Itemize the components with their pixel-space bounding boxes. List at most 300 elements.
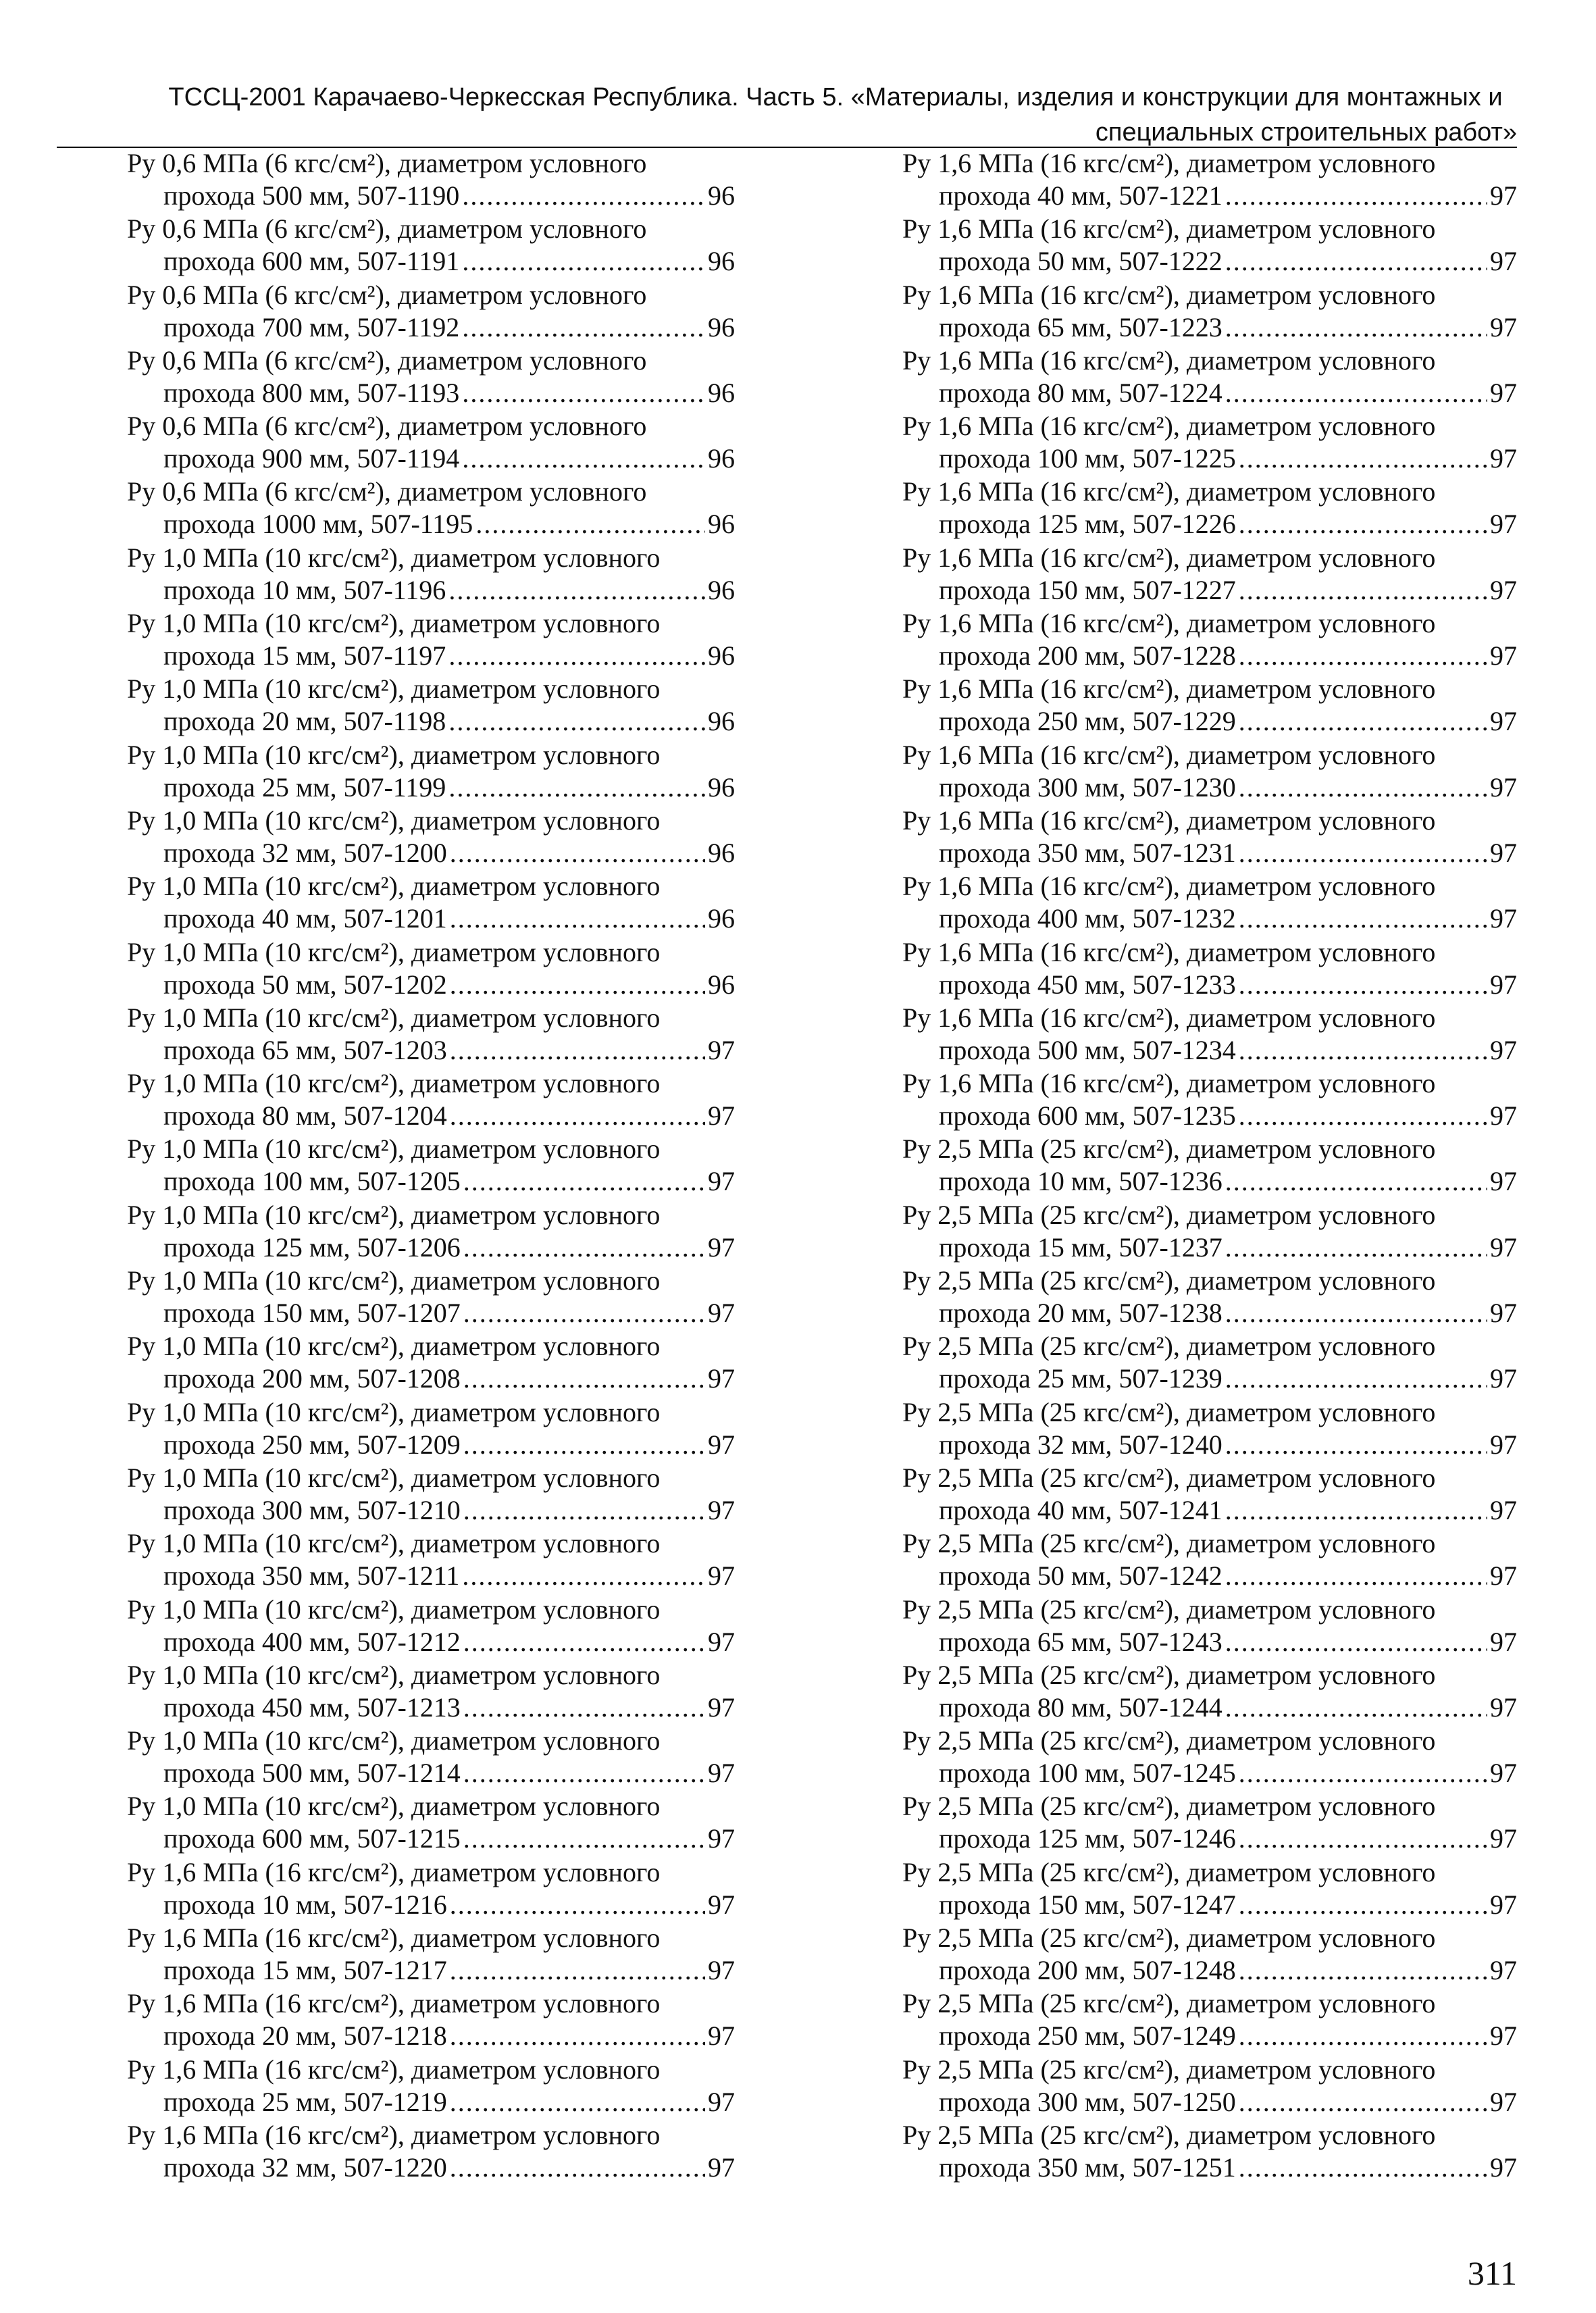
index-entry [127,1922,735,1987]
entry-title: Ру 1,0 МПа (10 кгс/см²), диаметром условного [127,608,661,639]
entry-title: Ру 1,6 МПа (16 кгс/см²), диаметром условного [127,1856,661,1887]
entry-code: прохода 32 мм, 507-1200 [163,837,447,868]
entry-detail-line [902,1494,1517,1527]
index-entry [127,1725,735,1790]
entry-detail-line [902,1626,1517,1658]
entry-title: Ру 1,0 МПа (10 кгс/см²), диаметром условного [127,1002,661,1033]
index-entry [902,410,1517,476]
entry-code: прохода 65 мм, 507-1223 [939,311,1222,342]
entry-title: Ру 1,6 МПа (16 кгс/см²), диаметром условного [127,2119,661,2150]
entry-page-number: 97 [708,1034,735,1065]
dot-leader [463,1626,705,1658]
entry-title: Ру 1,0 МПа (10 кгс/см²), диаметром условного [127,1199,661,1230]
entry-page-number: 97 [708,1889,735,1920]
entry-code: прохода 400 мм, 507-1232 [939,903,1236,934]
index-entry [902,1396,1517,1462]
entry-title: Ру 1,0 МПа (10 кгс/см²), диаметром условного [127,1791,661,1822]
entry-page-number: 97 [708,1429,735,1460]
entry-code: прохода 32 мм, 507-1220 [163,2152,447,2183]
entry-detail-line [902,837,1517,869]
entry-detail-line [127,1692,735,1724]
entry-detail-line [127,1757,735,1789]
dot-leader [450,903,705,935]
index-entry [127,1856,735,1922]
index-entry [127,1133,735,1198]
entry-title: Ру 1,0 МПа (10 кгс/см²), диаметром условного [127,1462,661,1493]
entry-page-number: 97 [1490,1823,1517,1854]
entry-title: Ру 2,5 МПа (25 кгс/см²), диаметром условного [902,1462,1436,1493]
entry-detail-line [902,508,1517,540]
index-entry [902,1594,1517,1659]
index-entry [902,1067,1517,1133]
entry-code: прохода 1000 мм, 507-1195 [163,509,473,540]
entry-code: прохода 600 мм, 507-1235 [939,1100,1236,1132]
entry-detail-line [127,508,735,540]
dot-leader [450,2020,705,2052]
index-entry [902,147,1517,213]
dot-leader [450,2086,705,2118]
index-entry [127,1265,735,1330]
entry-page-number: 96 [708,640,735,671]
entry-page-number: 97 [1490,771,1517,803]
entry-code: прохода 200 мм, 507-1248 [939,1955,1236,1986]
index-entry [127,1790,735,1856]
entry-page-number: 97 [1490,1100,1517,1132]
entry-code: прохода 80 мм, 507-1204 [163,1100,447,1132]
entry-code: прохода 20 мм, 507-1238 [939,1298,1222,1329]
entry-code: прохода 15 мм, 507-1237 [939,1231,1222,1263]
dot-leader [1239,1954,1487,1987]
entry-title: Ру 2,5 МПа (25 кгс/см²), диаметром условного [902,1923,1436,1954]
index-entry [902,1265,1517,1330]
entry-page-number: 96 [708,574,735,605]
entry-title: Ру 2,5 МПа (25 кгс/см²), диаметром условного [902,1134,1436,1165]
entry-page-number: 97 [1490,640,1517,671]
index-entry [127,345,735,410]
index-entry [127,2119,735,2185]
entry-page-number: 97 [1490,1034,1517,1065]
entry-page-number: 97 [708,1231,735,1263]
dot-leader [1239,442,1487,475]
index-entry [902,1330,1517,1396]
entry-detail-line [902,1757,1517,1789]
entry-page-number: 97 [1490,1231,1517,1263]
index-entry [902,476,1517,541]
index-entry [902,213,1517,278]
entry-code: прохода 900 мм, 507-1194 [163,443,460,474]
dot-leader [448,640,705,672]
entry-code: прохода 800 мм, 507-1193 [163,377,460,408]
entry-title: Ру 0,6 МПа (6 кгс/см²), диаметром условного [127,148,647,178]
entry-code: прохода 300 мм, 507-1230 [939,771,1236,803]
entry-title: Ру 1,6 МПа (16 кгс/см²), диаметром условного [902,805,1436,836]
entry-detail-line [127,705,735,738]
entry-page-number: 97 [708,1363,735,1394]
index-entry [902,870,1517,936]
entry-page-number: 97 [1490,706,1517,737]
entry-title: Ру 2,5 МПа (25 кгс/см²), диаметром условного [902,1594,1436,1625]
dot-leader [1239,771,1487,804]
dot-leader [450,2152,705,2184]
index-entry [902,1199,1517,1265]
dot-leader [450,1954,705,1987]
entry-detail-line [902,574,1517,607]
entry-title: Ру 1,6 МПа (16 кгс/см²), диаметром условного [902,608,1436,639]
entry-title: Ру 1,0 МПа (10 кгс/см²), диаметром условного [127,871,661,902]
entry-detail-line [127,245,735,278]
entry-code: прохода 50 мм, 507-1222 [939,246,1222,277]
dot-leader [1239,1889,1487,1921]
entry-title: Ру 1,0 МПа (10 кгс/см²), диаметром условного [127,1528,661,1559]
entry-code: прохода 10 мм, 507-1216 [163,1889,447,1920]
dot-leader [448,705,705,738]
dot-leader [462,245,705,278]
entry-title: Ру 1,0 МПа (10 кгс/см²), диаметром условного [127,1594,661,1625]
entry-code: прохода 10 мм, 507-1196 [163,574,446,605]
index-entry [902,1462,1517,1527]
entry-page-number: 97 [708,1560,735,1592]
entry-detail-line [127,1100,735,1132]
dot-leader [463,1823,705,1855]
entry-page-number: 97 [708,1823,735,1854]
entry-code: прохода 700 мм, 507-1192 [163,311,460,342]
entry-page-number: 97 [1490,1889,1517,1920]
entry-code: прохода 200 мм, 507-1208 [163,1363,461,1394]
entry-detail-line [127,1889,735,1921]
dot-leader [1225,1626,1487,1658]
index-entry [902,1659,1517,1725]
entry-detail-line [902,1165,1517,1198]
entry-title: Ру 1,6 МПа (16 кгс/см²), диаметром условного [127,1923,661,1954]
entry-title: Ру 1,6 МПа (16 кгс/см²), диаметром условного [902,279,1436,310]
entry-code: прохода 65 мм, 507-1243 [939,1626,1222,1657]
entry-title: Ру 1,0 МПа (10 кгс/см²), диаметром условного [127,739,661,770]
entry-detail-line [127,1363,735,1395]
entry-title: Ру 1,6 МПа (16 кгс/см²), диаметром условного [902,148,1436,178]
entry-code: прохода 25 мм, 507-1239 [939,1363,1222,1394]
entry-code: прохода 350 мм, 507-1211 [163,1560,460,1592]
entry-code: прохода 500 мм, 507-1234 [939,1034,1236,1065]
dot-leader [463,1429,705,1461]
entry-code: прохода 250 мм, 507-1209 [163,1429,461,1460]
index-entry [902,805,1517,870]
entry-title: Ру 1,6 МПа (16 кгс/см²), диаметром условного [902,213,1436,245]
index-entry [902,2119,1517,2185]
index-entry [127,607,735,673]
index-entry [127,739,735,805]
entry-title: Ру 0,6 МПа (6 кгс/см²), диаметром условного [127,279,647,310]
index-entry [127,1462,735,1527]
entry-code: прохода 350 мм, 507-1251 [939,2152,1236,2183]
index-entry [127,147,735,213]
entry-page-number: 96 [708,706,735,737]
dot-leader [1225,1560,1487,1592]
entry-page-number: 97 [1490,1494,1517,1525]
entry-code: прохода 125 мм, 507-1226 [939,509,1236,540]
dot-leader [1225,245,1487,278]
dot-leader [450,1889,705,1921]
dot-leader [463,1231,705,1264]
entry-title: Ру 0,6 МПа (6 кгс/см²), диаметром условного [127,345,647,376]
entry-title: Ру 2,5 МПа (25 кгс/см²), диаметром условного [902,1856,1436,1887]
entry-title: Ру 1,6 МПа (16 кгс/см²), диаметром условного [902,673,1436,705]
entry-detail-line [902,771,1517,804]
entry-page-number: 97 [708,1298,735,1329]
entry-page-number: 96 [708,377,735,408]
dot-leader [462,442,705,475]
entry-title: Ру 1,0 МПа (10 кгс/см²), диаметром условного [127,805,661,836]
entry-detail-line [902,1297,1517,1329]
entry-code: прохода 25 мм, 507-1199 [163,771,446,803]
entry-page-number: 96 [708,771,735,803]
dot-leader [1239,1757,1487,1789]
entry-code: прохода 15 мм, 507-1217 [163,1955,447,1986]
entry-detail-line [127,180,735,212]
entry-page-number: 97 [1490,969,1517,1000]
entry-code: прохода 50 мм, 507-1202 [163,969,447,1000]
entry-code: прохода 40 мм, 507-1241 [939,1494,1222,1525]
entry-title: Ру 1,0 МПа (10 кгс/см²), диаметром условного [127,1265,661,1296]
entry-title: Ру 2,5 МПа (25 кгс/см²), диаметром условного [902,1791,1436,1822]
entry-title: Ру 2,5 МПа (25 кгс/см²), диаметром условного [902,1988,1436,2019]
entry-page-number: 96 [708,969,735,1000]
entry-title: Ру 1,0 МПа (10 кгс/см²), диаметром условного [127,1331,661,1362]
dot-leader [450,969,705,1001]
entry-title: Ру 2,5 МПа (25 кгс/см²), диаметром условного [902,2054,1436,2085]
entry-title: Ру 1,6 МПа (16 кгс/см²), диаметром условного [902,411,1436,442]
entry-detail-line [127,1034,735,1067]
dot-leader [1239,1100,1487,1132]
index-entry [127,936,735,1002]
dot-leader [462,1560,705,1592]
index-entry [127,1330,735,1396]
entry-page-number: 97 [1490,2152,1517,2183]
entry-page-number: 97 [708,2020,735,2052]
dot-leader [463,1297,705,1329]
entry-page-number: 97 [1490,2020,1517,2052]
dot-leader [1239,640,1487,672]
entry-detail-line [902,903,1517,935]
dot-leader [1239,969,1487,1001]
entry-detail-line [127,2020,735,2052]
entry-page-number: 97 [1490,443,1517,474]
index-entry [127,279,735,345]
entry-detail-line [127,1954,735,1987]
index-entry [902,936,1517,1002]
index-entry [127,1396,735,1462]
entry-title: Ру 1,0 МПа (10 кгс/см²), диаметром условного [127,542,661,573]
entry-page-number: 97 [1490,2086,1517,2117]
dot-leader [1225,1231,1487,1264]
dot-leader [450,1100,705,1132]
running-header-line-1: ТССЦ-2001 Карачаево-Черкесская Республика. Часть 5. «Материалы, изделия и конструкции для монтажных и [168,83,1503,111]
dot-leader [1239,508,1487,540]
entry-detail-line [902,1823,1517,1855]
entry-page-number: 97 [708,1494,735,1525]
entry-title: Ру 2,5 МПа (25 кгс/см²), диаметром условного [902,2119,1436,2150]
index-entry [127,805,735,870]
entry-detail-line [127,311,735,344]
entry-detail-line [902,311,1517,344]
entry-code: прохода 65 мм, 507-1203 [163,1034,447,1065]
entry-title: Ру 1,6 МПа (16 кгс/см²), диаметром условного [902,1068,1436,1099]
index-entry [127,870,735,936]
entry-code: прохода 150 мм, 507-1247 [939,1889,1236,1920]
entry-code: прохода 100 мм, 507-1205 [163,1166,461,1197]
dot-leader [450,837,705,869]
index-entry [902,1002,1517,1067]
entry-detail-line [127,2086,735,2118]
entry-code: прохода 150 мм, 507-1207 [163,1298,461,1329]
dot-leader [462,180,705,212]
entry-page-number: 97 [1490,246,1517,277]
entry-page-number: 97 [1490,1166,1517,1197]
entry-page-number: 96 [708,443,735,474]
dot-leader [1225,1692,1487,1724]
entry-page-number: 97 [708,2152,735,2183]
dot-leader [1239,1034,1487,1067]
entry-code: прохода 250 мм, 507-1249 [939,2020,1236,2052]
entry-code: прохода 80 мм, 507-1244 [939,1692,1222,1723]
entry-detail-line [902,1560,1517,1592]
entry-page-number: 97 [1490,311,1517,342]
index-entry [902,279,1517,345]
entry-detail-line [127,1560,735,1592]
entry-detail-line [127,771,735,804]
entry-page-number: 97 [708,2086,735,2117]
entry-page-number: 97 [1490,377,1517,408]
entry-code: прохода 10 мм, 507-1236 [939,1166,1222,1197]
index-entry [127,1199,735,1265]
entry-title: Ру 1,0 МПа (10 кгс/см²), диаметром условного [127,673,661,705]
entry-detail-line [902,1363,1517,1395]
index-entry [127,410,735,476]
entry-code: прохода 400 мм, 507-1212 [163,1626,461,1657]
entry-detail-line [902,245,1517,278]
dot-leader [462,311,705,344]
entry-page-number: 96 [708,246,735,277]
entry-page-number: 97 [1490,1429,1517,1460]
entry-detail-line [902,705,1517,738]
dot-leader [1239,2020,1487,2052]
entry-detail-line [902,1692,1517,1724]
entry-title: Ру 2,5 МПа (25 кгс/см²), диаметром условного [902,1528,1436,1559]
dot-leader [1239,837,1487,869]
entry-title: Ру 1,6 МПа (16 кгс/см²), диаметром условного [127,2054,661,2085]
index-entry [902,542,1517,607]
entry-code: прохода 350 мм, 507-1231 [939,837,1236,868]
entry-code: прохода 150 мм, 507-1227 [939,574,1236,605]
entry-page-number: 97 [708,1166,735,1197]
entry-code: прохода 25 мм, 507-1219 [163,2086,447,2117]
dot-leader [1239,1823,1487,1855]
dot-leader [475,508,705,540]
entry-detail-line [127,1297,735,1329]
entry-page-number: 96 [708,509,735,540]
entry-title: Ру 2,5 МПа (25 кгс/см²), диаметром условного [902,1199,1436,1230]
entry-page-number: 96 [708,903,735,934]
entry-code: прохода 125 мм, 507-1206 [163,1231,461,1263]
index-entry [127,1527,735,1593]
dot-leader [1225,1165,1487,1198]
entry-page-number: 97 [1490,1758,1517,1789]
index-entry [127,476,735,541]
entry-code: прохода 600 мм, 507-1215 [163,1823,461,1854]
entry-detail-line [127,1823,735,1855]
entry-code: прохода 600 мм, 507-1191 [163,246,460,277]
entry-page-number: 97 [1490,837,1517,868]
entry-code: прохода 450 мм, 507-1213 [163,1692,461,1723]
dot-leader [1225,311,1487,344]
index-entry [902,1987,1517,2053]
entry-page-number: 97 [1490,1955,1517,1986]
dot-leader [1225,1297,1487,1329]
index-column-left [127,147,735,2185]
entry-detail-line [902,1954,1517,1987]
index-entry [902,1527,1517,1593]
dot-leader [1239,903,1487,935]
dot-leader [463,1165,705,1198]
entry-code: прохода 300 мм, 507-1210 [163,1494,461,1525]
entry-code: прохода 450 мм, 507-1233 [939,969,1236,1000]
entry-page-number: 97 [1490,509,1517,540]
index-entry [127,1987,735,2053]
entry-code: прохода 32 мм, 507-1240 [939,1429,1222,1460]
entry-page-number: 97 [1490,180,1517,211]
entry-code: прохода 15 мм, 507-1197 [163,640,446,671]
entry-page-number: 97 [1490,1363,1517,1394]
entry-detail-line [127,903,735,935]
index-entry [902,345,1517,410]
entry-title: Ру 0,6 МПа (6 кгс/см²), диаметром условного [127,476,647,507]
entry-title: Ру 0,6 МПа (6 кгс/см²), диаметром условного [127,411,647,442]
entry-detail-line [902,180,1517,212]
dot-leader [463,1692,705,1724]
entry-code: прохода 200 мм, 507-1228 [939,640,1236,671]
dot-leader [1239,2152,1487,2184]
entry-page-number: 97 [708,1758,735,1789]
entry-detail-line [902,1889,1517,1921]
index-entry [902,1725,1517,1790]
entry-detail-line [127,640,735,672]
entry-title: Ру 1,6 МПа (16 кгс/см²), диаметром условного [902,542,1436,573]
dot-leader [1239,705,1487,738]
entry-page-number: 96 [708,180,735,211]
entry-title: Ру 2,5 МПа (25 кгс/см²), диаметром условного [902,1331,1436,1362]
entry-page-number: 97 [1490,1298,1517,1329]
index-entry [127,542,735,607]
index-entry [127,1067,735,1133]
entry-title: Ру 1,0 МПа (10 кгс/см²), диаметром условного [127,1134,661,1165]
entry-page-number: 97 [708,1692,735,1723]
entry-detail-line [127,1494,735,1527]
entry-title: Ру 1,6 МПа (16 кгс/см²), диаметром условного [902,1002,1436,1033]
entry-page-number: 97 [708,1955,735,1986]
entry-detail-line [902,2152,1517,2184]
entry-code: прохода 40 мм, 507-1201 [163,903,447,934]
entry-title: Ру 1,0 МПа (10 кгс/см²), диаметром условного [127,1659,661,1690]
dot-leader [448,574,705,607]
page-number: 311 [1467,2254,1517,2292]
entry-title: Ру 1,6 МПа (16 кгс/см²), диаметром условного [902,739,1436,770]
dot-leader [463,1757,705,1789]
entry-detail-line [127,1626,735,1658]
entry-detail-line [902,969,1517,1001]
entry-code: прохода 100 мм, 507-1245 [939,1758,1236,1789]
entry-title: Ру 1,6 МПа (16 кгс/см²), диаметром условного [127,1988,661,2019]
entry-code: прохода 20 мм, 507-1218 [163,2020,447,2052]
entry-title: Ру 2,5 МПа (25 кгс/см²), диаметром условного [902,1659,1436,1690]
